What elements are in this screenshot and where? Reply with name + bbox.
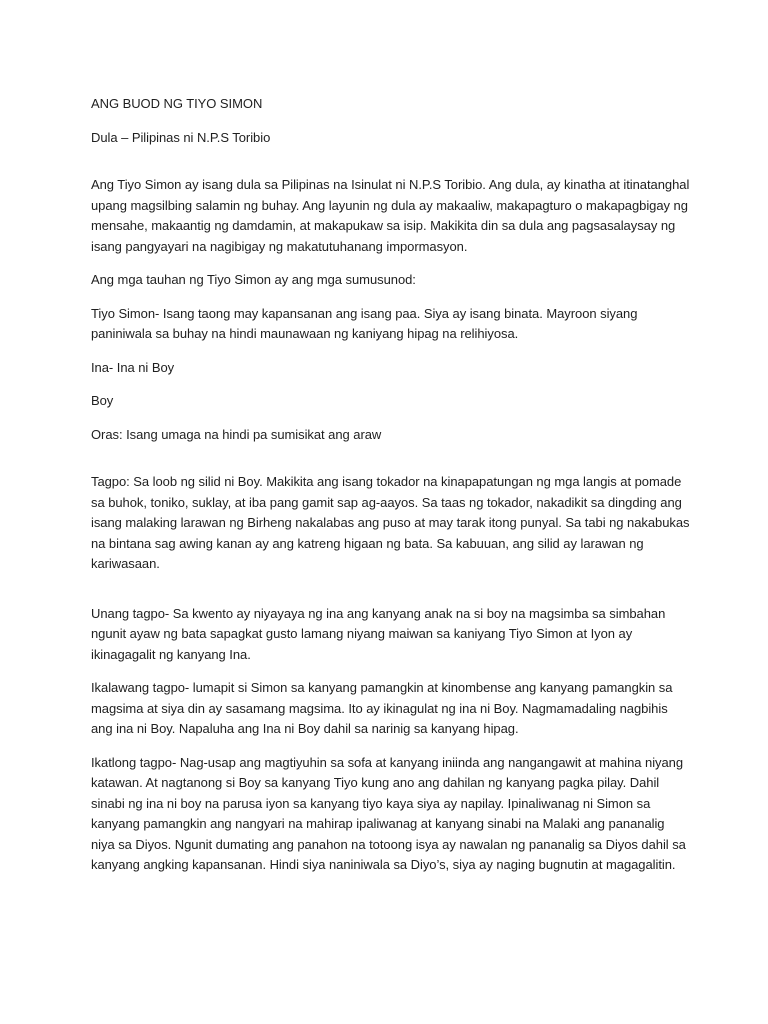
paragraph-unang-tagpo: Unang tagpo- Sa kwento ay niyayaya ng ina ang kanyang anak na si boy na magsimba sa simbahan ngunit ayaw ng bata sapagkat gusto lamang niyang maiwan sa kaniyang Tiyo Simon at Iyon ay ikinagagalit ng kanyang Ina. (91, 605, 666, 662)
paragraph-ikalawang-tagpo: Ikalawang tagpo- lumapit si Simon sa kanyang pamangkin at kinombense ang kanyang pamangkin sa magsima at siya din ay sasamang magsima. Ito ay ikinagulat ng ina ni Boy. Nagmamadaling nagbihis ang ina ni Boy. Napaluha ang Ina ni Boy dahil sa narinig sa kanyang hipag. (91, 680, 673, 736)
paragraph-character-boy: Boy (91, 393, 114, 408)
paragraph-character-ina: Ina- Ina ni Boy (91, 359, 175, 375)
document-body (91, 94, 691, 889)
document-subtitle: Dula – Pilipinas ni N.P.S Toribio (91, 129, 271, 145)
paragraph-oras: Oras: Isang umaga na hindi pa sumisikat ang araw (91, 426, 382, 442)
paragraph-introduction: Ang Tiyo Simon ay isang dula sa Pilipinas na Isinulat ni N.P.S Toribio. Ang dula, ay kinatha at itinatanghal upang magsilbing salamin ng buhay. Ang layunin ng dula ay makaaliw, makapagturo o makapagbigay ng mensahe, makaantig ng damdamin, at makapukaw sa isip. Makikita din sa dula ang pagsasalaysay ng isang pangyayari na nagibigay ng makatutuhanang impormasyon. (91, 177, 690, 254)
paragraph-characters-heading: Ang mga tauhan ng Tiyo Simon ay ang mga sumusunod: (91, 272, 416, 287)
paragraph-character-tiyo-simon: Tiyo Simon- Isang taong may kapansanan ang isang paa. Siya ay isang binata. Mayroon siyang paniniwala sa buhay na hindi maunawaan ng kaniyang hipag na relihiyosa. (91, 305, 638, 341)
paragraph-tagpo: Tagpo: Sa loob ng silid ni Boy. Makikita ang isang tokador na kinapapatungan ng mga langis at pomade sa buhok, toniko, suklay, at iba pang gamit sap ag-aayos. Sa taas ng tokador, nakadikit sa dingding ang isang malaking larawan ng Birheng nakalabas ang puso at may tarak itong punyal. Sa tabi ng nakabukas na bintana sag awing kanan ay ang katreng higaan ng bata. Sa kabuuan, ang silid ay larawan ng kariwasaan. (91, 474, 690, 571)
document-title: ANG BUOD NG TIYO SIMON (91, 96, 263, 111)
paragraph-ikatlong-tagpo: Ikatlong tagpo- Nag-usap ang magtiyuhin sa sofa at kanyang iniinda ang nangangawit at mahina niyang katawan. At nagtanong si Boy sa kanyang Tiyo kung ano ang dahilan ng kanyang pagka pilay. Dahil sinabi ng ina ni boy na parusa iyon sa kanyang tiyo kaya siya ay napilay. Ipinaliwanag ni Simon sa kanyang pamangkin ang nangyari na mahirap ipaliwanag at kanyang sinabi na Malaki ang pananalig niya sa Diyos. Ngunit dumating ang panahon na totoong isya ay nawalan ng pananalig sa Diyos dahil sa kanyang angking kapansanan. Hindi siya naniniwala sa Diyo’s, siya ay naging bugnutin at magagalitin. (91, 754, 686, 872)
